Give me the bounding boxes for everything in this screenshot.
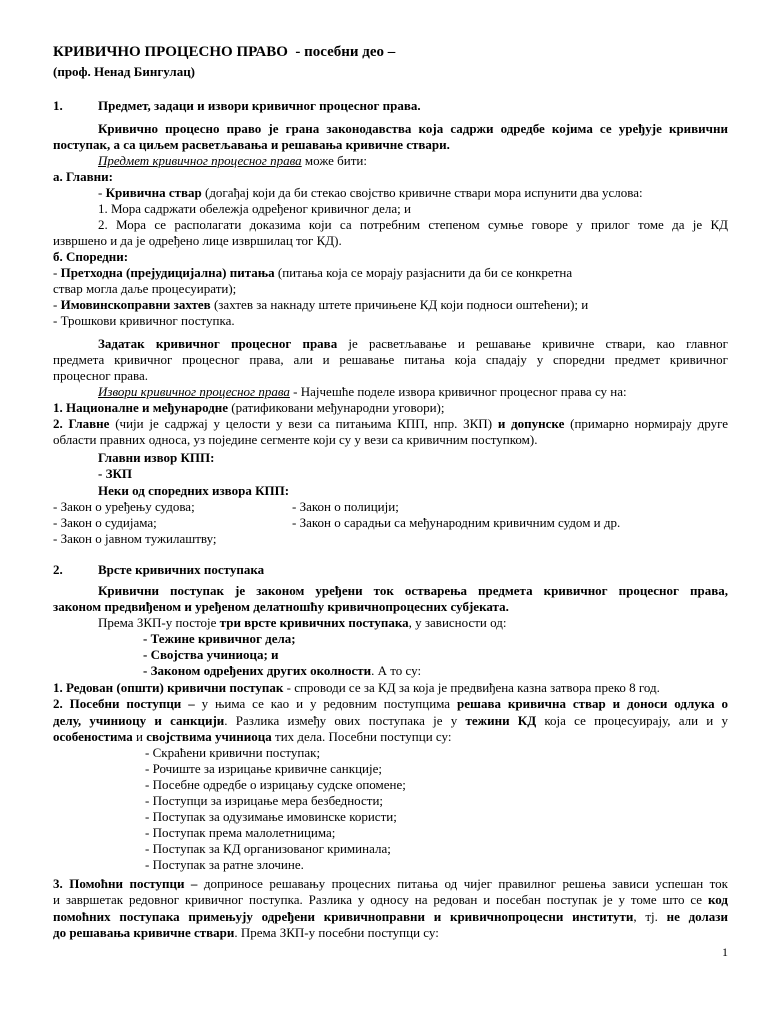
- source-2: 2. Главне (чији је садржај у целости у вези са питањима КПП, нпр. ЗКП) и допунске (примарно нормирају друге: [53, 416, 729, 431]
- zkp-intro: Према ЗКП-у постоје три врсте кривичних поступака, у зависности од:: [98, 615, 507, 630]
- special-procedure-item: - Поступак за ратне злочине.: [145, 857, 304, 872]
- special-procedure-item: - Поступак према малолетницима;: [145, 825, 336, 840]
- task-line: Задатак кривичног процесног права је расветљавање и решавање кривичне ствари, као главног: [98, 336, 728, 351]
- document-title: КРИВИЧНО ПРОЦЕСНО ПРАВО - посебни део –: [53, 44, 396, 60]
- task-line: процесног права.: [53, 368, 149, 383]
- preliminary-cont: ствар могла даље процесуирати);: [53, 281, 237, 296]
- definition-line: поступак, а са циљем расветљавања и решавања кривичне ствари.: [53, 137, 450, 152]
- auxiliary-procedures: 3. Помоћни поступци – доприносе решавању процесних питања од чијег правилног решења зависи успешан ток: [53, 876, 728, 891]
- author: (проф. Ненад Бингулац): [53, 64, 196, 79]
- source-1: 1. Националне и међународне (ратификовани међународни уговори);: [53, 400, 445, 415]
- special-procedures: особеностима и својствима учиниоца тих дела. Посебни поступци су:: [53, 729, 452, 744]
- section-1-heading: 1. Предмет, задаци и извори кривичног процесног права.: [53, 98, 421, 113]
- subject-intro: Предмет кривичног процесног права може бити:: [98, 153, 367, 168]
- condition-2: 2. Мора се располагати доказима који са потребним степеном сумње говоре у прилог томе да је КД: [98, 217, 728, 232]
- law-item: - Закон о јавном тужилаштву;: [53, 531, 217, 546]
- special-procedure-item: - Поступци за изрицање мера безбедности;: [145, 793, 384, 808]
- special-procedure-item: - Поступак за КД организованог криминала;: [145, 841, 391, 856]
- criterion: - Законом одређених других околности. А то су:: [143, 663, 422, 678]
- page-number: 1: [722, 945, 728, 959]
- section-2-heading: 2. Врсте кривичних поступака: [53, 562, 265, 577]
- costs: - Трошкови кривичног поступка.: [53, 313, 235, 328]
- procedure-definition: Кривични поступак је законом уређени ток остварења предмета кривичног процесног права,: [98, 583, 728, 598]
- regular-procedure: 1. Редован (општи) кривични поступак - спроводи се за КД за која је предвиђена казна затвора преко 8 год.: [53, 680, 660, 695]
- main-source-label: Главни извор КПП:: [98, 450, 215, 465]
- definition-line: Кривично процесно право је грана законодавства која садржи одредбе којима се уређује кривични: [98, 121, 728, 136]
- preliminary-questions: - Претходна (прејудицијална) питања (питања која се морају разјаснити да би се конкретна: [53, 265, 573, 280]
- side-subject-label: б. Споредни:: [53, 249, 129, 264]
- auxiliary-procedures: и завршетак редовног кривичног поступка. Разлика у односу на редован и посебан поступак је у томе што се код: [53, 892, 728, 907]
- condition-1: 1. Мора садржати обележја одређеног кривичног дела; и: [98, 201, 411, 216]
- other-sources-label: Неки од споредних извора КПП:: [98, 483, 290, 498]
- special-procedures: 2. Посебни поступци – у њима се као и у редовним поступцима решава кривична ствар и доноси одлука о: [53, 696, 728, 711]
- law-item: - Закон о сарадњи са међународним кривичним судом и др.: [292, 515, 621, 530]
- procedure-definition: законом предвиђеном и уређеном делатношћу кривичнопроцесних субјеката.: [53, 599, 509, 614]
- auxiliary-procedures: помоћних поступака примењују одређени кривичноправни и кривичнопроцесни институти, тј. не долази: [53, 909, 728, 924]
- special-procedure-item: - Поступак за одузимање имовинске користи;: [145, 809, 397, 824]
- property-claim: - Имовинскоправни захтев (захтев за накнаду штете причињене КД који подноси оштећени); и: [53, 297, 589, 312]
- condition-2-cont: извршено и да је одређено лице извршилац тог КД).: [53, 233, 342, 248]
- criterion: - Својства учиниоца; и: [143, 647, 279, 662]
- law-item: - Закон о полицији;: [292, 499, 399, 514]
- criterion: - Тежине кривичног дела;: [143, 631, 296, 646]
- sources-intro: Извори кривичног процесног права - Најчешће поделе извора кривичног процесног права су на:: [98, 384, 627, 399]
- law-item: - Закон о судијама;: [53, 515, 157, 530]
- law-item: - Закон о уређењу судова;: [53, 499, 195, 514]
- auxiliary-procedures: до решавања кривичне ствари. Према ЗКП-у посебни поступци су:: [53, 925, 439, 940]
- special-procedure-item: - Скраћени кривични поступак;: [145, 745, 321, 760]
- criminal-matter: - Кривична ствар (догађај који да би стекао својство кривичне ствари мора испунити два услова:: [98, 185, 643, 200]
- source-2-cont: области правних односа, уз поједине сегменте који су у вези са кривичним поступком).: [53, 432, 538, 447]
- main-subject-label: а. Главни:: [53, 169, 113, 184]
- special-procedure-item: - Рочиште за изрицање кривичне санкције;: [145, 761, 382, 776]
- special-procedures: делу, учиниоцу и санкцији. Разлика између ових поступака је у тежини КД која се процесуирају, али и у: [53, 713, 728, 728]
- special-procedure-item: - Посебне одредбе о изрицању судске опомене;: [145, 777, 406, 792]
- task-line: предмета кривичног процесног права, али и решавање питања која спадају у споредни предмет кривичног: [53, 352, 728, 367]
- main-source-zkp: - ЗКП: [98, 466, 132, 481]
